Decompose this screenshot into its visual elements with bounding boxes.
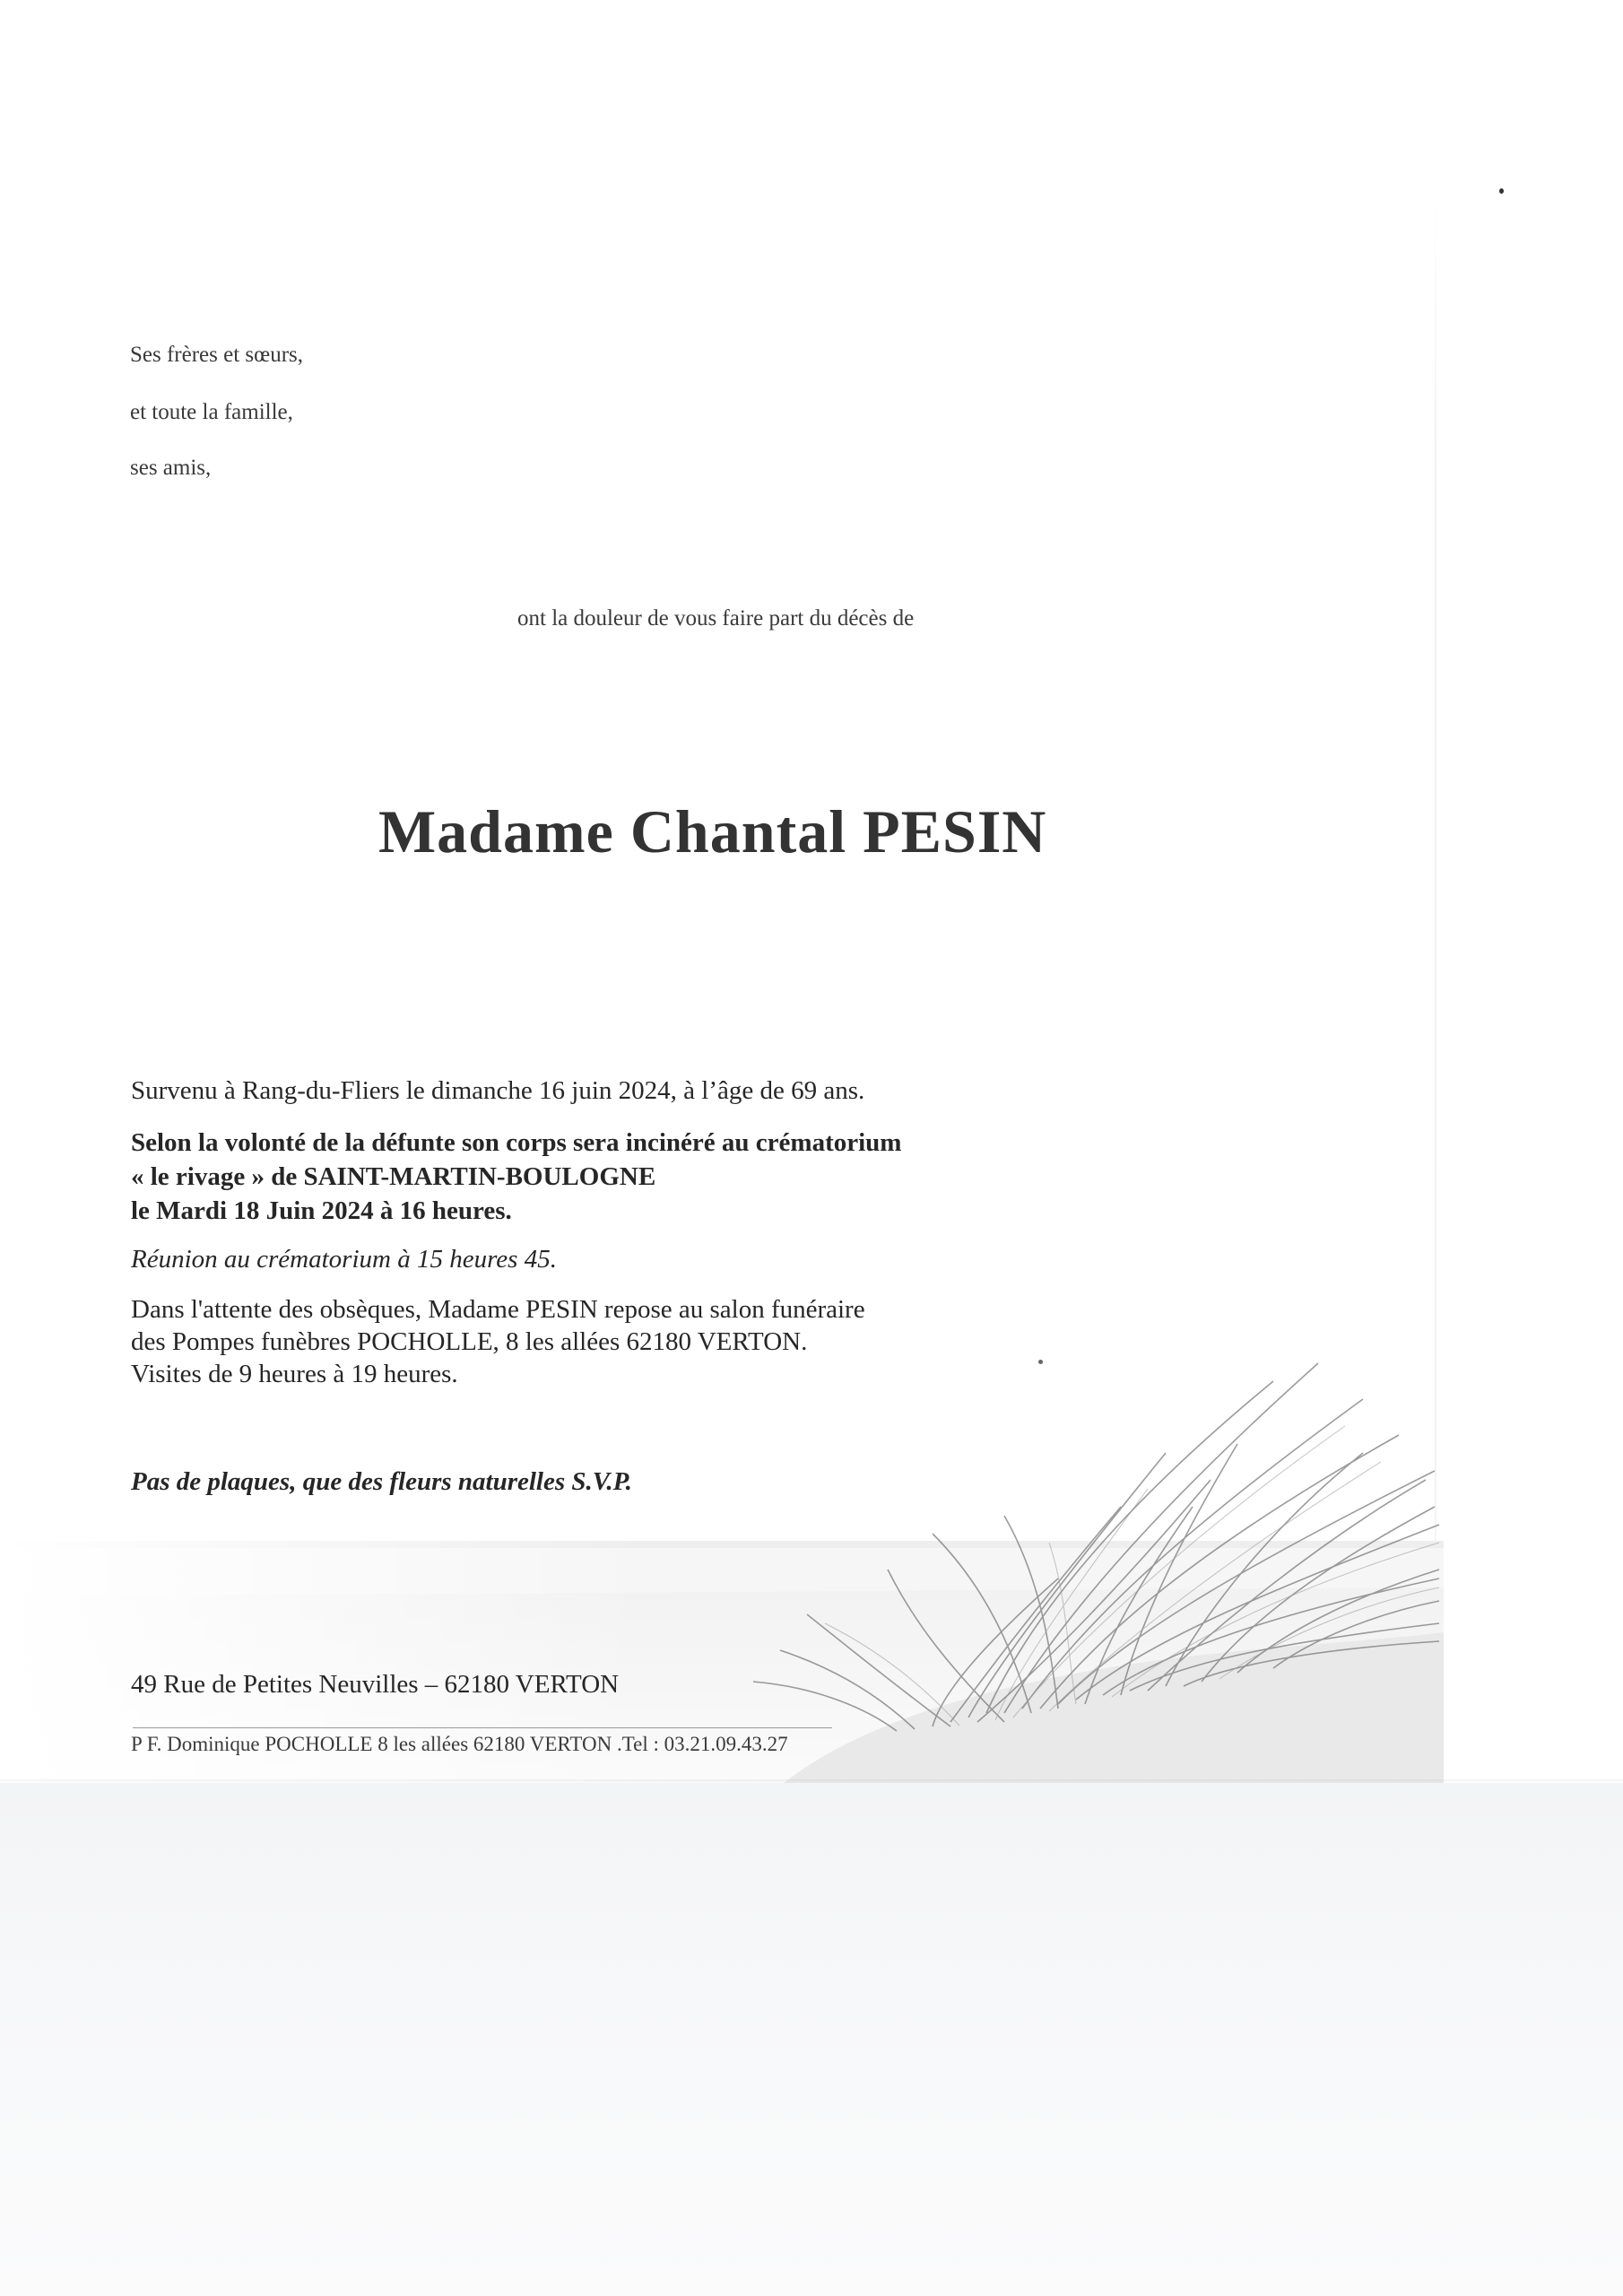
scan-speck (1038, 1360, 1043, 1364)
family-line-1: Ses frères et sœurs, (130, 343, 304, 367)
meeting-info: Réunion au crématorium à 15 heures 45. (131, 1245, 557, 1274)
beach-grass-image (0, 1327, 1444, 1794)
family-line-3: ses amis, (130, 456, 212, 480)
funeral-home-contact: P F. Dominique POCHOLLE 8 les allées 62180 VERTON .Tel : 03.21.09.43.27 (131, 1733, 788, 1755)
ceremony-line-1: Selon la volonté de la défunte son corps sera incinéré au crématorium (131, 1128, 902, 1157)
deceased-name: Madame Chantal PESIN (378, 797, 1047, 865)
announcement-text: ont la douleur de vous faire part du décès de (517, 606, 915, 631)
ceremony-line-2: « le rivage » de SAINT-MARTIN-BOULOGNE (131, 1162, 656, 1191)
family-address: 49 Rue de Petites Neuvilles – 62180 VERTON (131, 1670, 620, 1699)
scan-speck (1499, 188, 1504, 194)
rest-line-1: Dans l'attente des obsèques, Madame PESIN repose au salon funéraire (131, 1295, 865, 1324)
rest-line-2: des Pompes funèbres POCHOLLE, 8 les allées 62180 VERTON. (131, 1327, 808, 1356)
rest-line-3: Visites de 9 heures à 19 heures. (131, 1360, 458, 1388)
ceremony-line-3: le Mardi 18 Juin 2024 à 16 heures. (131, 1196, 512, 1225)
scan-bottom-area (0, 1783, 1623, 2296)
footer-divider (133, 1727, 832, 1728)
family-line-2: et toute la famille, (130, 400, 293, 424)
death-info: Survenu à Rang-du-Fliers le dimanche 16 juin 2024, à l’âge de 69 ans. (131, 1076, 865, 1105)
flowers-note: Pas de plaques, que des fleurs naturelles S.V.P. (131, 1467, 632, 1496)
